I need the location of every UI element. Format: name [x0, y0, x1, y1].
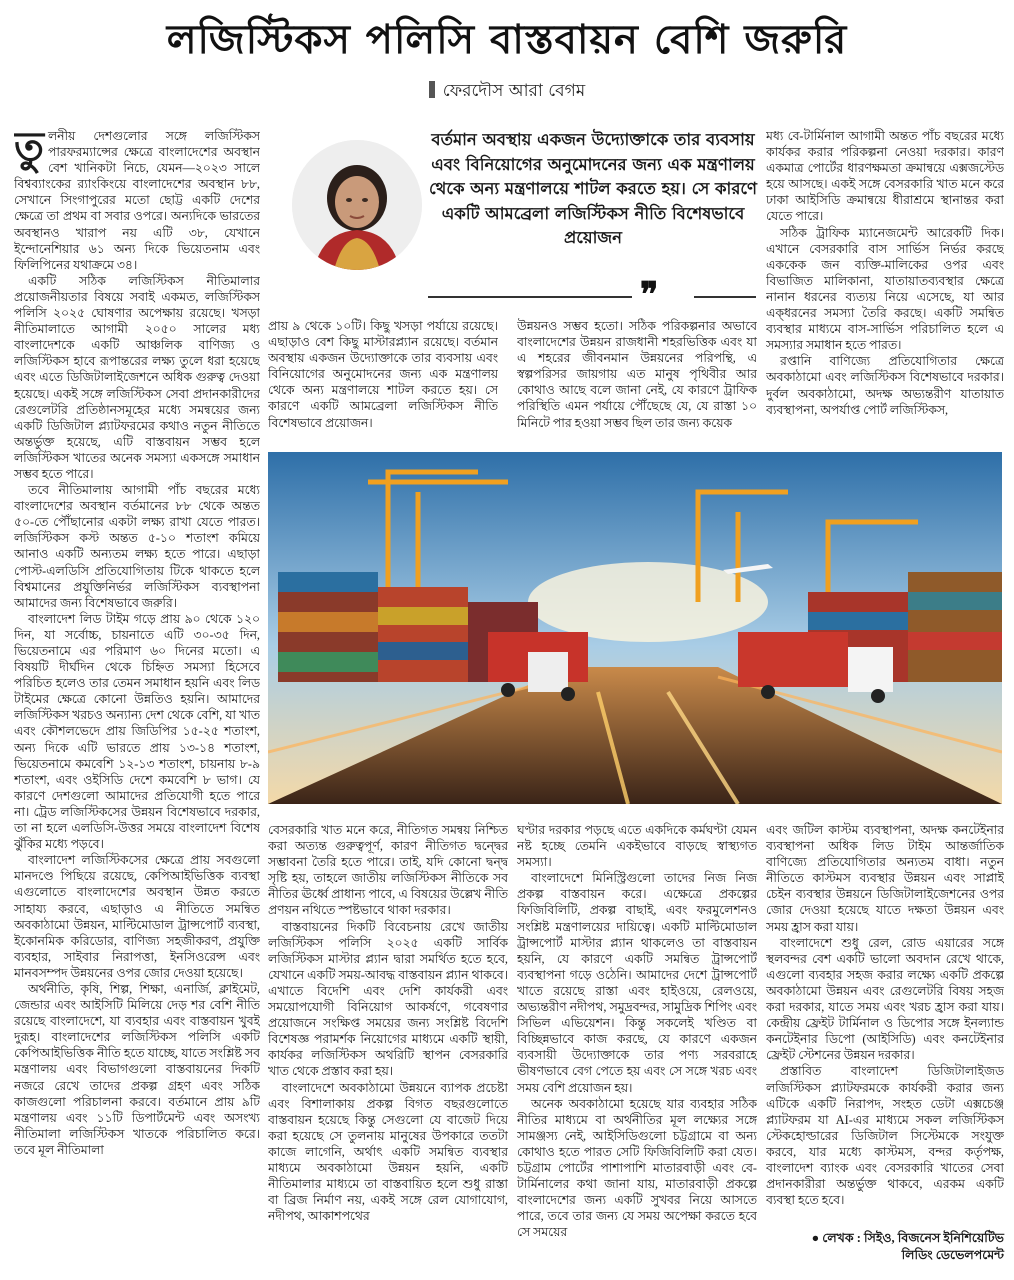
article-column-3-bottom — [517, 822, 757, 1278]
paragraph: উন্নয়নও সম্ভব হতো। সঠিক পরিকল্পনার অভাবে বাংলাদেশের উন্নয়ন রাজধানী শহরভিত্তিক এবং যা এ শহরের জীবনমান উন্নয়নের পরিপন্থি, এ স্বল্পপরিসর জায়গায় এত মানুষ পৃথিবীর আর কোথাও আছে বলে জানা নেই, যে কারণে ট্রাফিক পরিস্থিতি এমন পর্যায়ে পৌঁছেছে যে, যে রাস্তা ১০ মিনিটে পার হওয়া সম্ভব ছিল তার জন্য কয়েক — [517, 319, 757, 430]
paragraph: বেসরকারি খাত মনে করে, নীতিগত সমন্বয় নিশ্চিত করা অত্যন্ত গুরুত্বপূর্ণ, কারণ নীতিগত দ্বন্দ্বের সম্ভাবনা তৈরি হতে পারে। তাই, যদি কোনো দ্বন্দ্ব সৃষ্টি হয়, তাহলে জাতীয় লজিস্টিকস নীতিকে সব নীতির ঊর্ধ্বে প্রাধান্য পাবে, এ বিষয়ের উল্লেখ নীতি প্রণয়ন নথিতে স্পষ্টভাবে থাকা দরকার। — [268, 823, 508, 918]
headline: লজিস্টিকস পলিসি বাস্তবায়ন বেশি জরুরি — [166, 16, 848, 63]
article-column-2-top — [268, 318, 498, 450]
logistics-photo — [268, 452, 1002, 804]
byline — [0, 78, 1014, 104]
paragraph: প্রায় ৯ থেকে ১০টি। কিছু খসড়া পর্যায়ে রয়েছে। এছাড়াও বেশ কিছু মাস্টারপ্ল্যান রয়েছে। বর্তমান অবস্থায় একজন উদ্যোক্তাকে তার ব্যবসায় এবং বিনিয়োগের অনুমোদনের জন্য এক মন্ত্রণালয় থেকে অন্য মন্ত্রণালয়ে শাটল করতে হয়। সে কারণে একটি আমব্রেলা লজিস্টিকস নীতি বিশেষভাবে প্রয়োজন। — [268, 319, 498, 430]
paragraph: বাংলাদেশে শুধু রেল, রোড এয়ারের সঙ্গে স্থলবন্দর বেশ একটি ভালো অবদান রেখে থাকে, এগুলো ব্যবহার সহজ করার লক্ষ্যে একটি প্রকল্পে অবকাঠামো উন্নয়ন এবং রেগুলেটরি বিষয় সহজ করা দরকার, যাতে সময় এবং খরচ হ্রাস করা যায়। কেন্দ্রীয় ফ্রেইট টার্মিনাল ও ডিপোর সঙ্গে ইনল্যান্ড কনটেইনার ডিপো (আইসিডি) এবং কনটেইনার ফ্রেইট স্টেশনের উন্নয়ন দরকার। — [766, 935, 1004, 1063]
paragraph: অর্থনীতি, কৃষি, শিল্প, শিক্ষা, এনার্জি, ক্লাইমেট, জেন্ডার এবং আইসিটি মিলিয়ে দেড় শর বেশি নীতি রয়েছে বাংলাদেশে, যা ব্যবহার এবং বাস্তবায়ন খুবই দুরূহ। বাংলাদেশের লজিস্টিকস পলিসি একটি কেপিআইভিত্তিক নীতি হতে যাচ্ছে, যাতে সংশ্লিষ্ট সব মন্ত্রণালয় এবং বিভাগগুলো বাস্তবায়নের দিকটি নজরে রেখে তাদের প্রকল্প গ্রহণ এবং সঠিক কাজগুলো পরিচালনা করবে। বর্তমানে প্রায় ৯টি মন্ত্রণালয় এবং ১১টি ডিপার্টমেন্ট এবং অসংখ্য নীতিমালা লজিস্টিকস খাতকে পরিচালিত করে। তবে মূল নীতিমালা — [14, 981, 260, 1157]
author-credit: ● লেখক : সিইও, বিজনেস ইনিশিয়েটিভ লিডিং ডেভেলপমেন্ট — [811, 1231, 1004, 1262]
paragraph: সঠিক ট্রাফিক ম্যানেজমেন্ট আরেকটি দিক। এখানে বেসরকারি বাস সার্ভিস নির্ভর করছে এককেক জন ব্যক্তি-মালিকের ওপর এবং বিভাজিত মালিকানা, যাতায়াতব্যবস্থার ক্ষেত্রে নানান ধরনের ব্যত্যয় নিয়ে এসেছে, যা আর এক্ধরনের সমস্যা তৈরি করছে। একটি সমন্বিত ব্যবস্থার মাধ্যমে বাস-সার্ভিস পরিচালিত হলে এ সমস্যার সমাধান হতে পারত। — [766, 225, 1004, 353]
quote-divider — [694, 296, 756, 298]
paragraph: একটি সঠিক লজিস্টিকস নীতিমালার প্রয়োজনীয়তার বিষয়ে সবাই একমত, লজিস্টিকস পলিসি ২০২৫ ঘোষণার অপেক্ষায় রয়েছে। খসড়া নীতিমালাতে আগামী ২০৫০ সালের মধ্য বাংলাদেশকে একটি আঞ্চলিক বাণিজ্য ও লজিস্টিকস হাবে রূপান্তরের লক্ষ্য তুলে ধরা হয়েছে এবং এতে ডিজিটালাইজেশনে অধিক গুরুত্ব দেওয়া হয়েছে। একই সঙ্গে লজিস্টিকস সেবা প্রদানকারীদের রেগুলেটরি প্রতিষ্ঠানসমূহের মধ্যে সমন্বয়ের জন্য একটি ডিজিটাল প্ল্যাটফরমের কথাও নতুন নীতিতে অন্তর্ভুক্ত হয়েছে, এটি বাস্তবায়ন সম্ভব হলে লজিস্টিকস খাতের অনেক সমস্যা একসঙ্গে সমাধান সম্ভব হতে পারে। — [14, 273, 260, 481]
byline-bar — [429, 81, 435, 98]
logistics-illustration — [268, 452, 1002, 804]
paragraph: বাংলাদেশে মিনিস্ট্রিগুলো তাদের নিজ নিজ প্রকল্প বাস্তবায়ন করে। এক্ষেত্রে প্রকল্পের ফিজিবিলিটি, প্রকল্প বাছাই, এবং ফরমুলেশনও সংশ্লিষ্ট মন্ত্রণালয়ের দায়িত্বে। একটি মাল্টিমোডাল ট্রান্সপোর্ট মাস্টার প্ল্যান থাকলেও তা বাস্তবায়ন হয়নি, যে কারণে একটি সমন্বিত ট্রান্সপোর্ট ব্যবস্থাপনা গড়ে ওঠেনি। আমাদের দেশে ট্রান্সপোর্ট খাতে রয়েছে রাস্তা এবং হাইওয়ে, রেলওয়ে, অভ্যন্তরীণ নদীপথ, সমুদ্রবন্দর, সামুদ্রিক শিপিং এবং সিভিল এভিয়েশন। কিন্তু সকলেই খণ্ডিত বা বিচ্ছিন্নভাবে কাজ করছে, যে কারণে একজন ব্যবসায়ী উদ্যোক্তাকে তার পণ্য সরবরাহে ভীষণভাবে বেগ পেতে হয় এবং সে সঙ্গে খরচ এবং সময় বেশি প্রয়োজন হয়। — [517, 871, 757, 1095]
article-column-3-top — [517, 318, 757, 450]
paragraph: প্রস্তাবিত বাংলাদেশ ডিজিটালাইজড লজিস্টিকস প্ল্যাটফরমকে কার্যকরী করার জন্য এটিকে একটি নিরাপদ, সংহত ডেটা এক্সচেঞ্জ প্ল্যাটফরম যা AI-এর মাধ্যমে সকল লজিস্টিকস স্টেকহোল্ডারের ডিজিটাল সিস্টেমকে সংযুক্ত করবে, যার মধ্যে কাস্টমস, বন্দর কর্তৃপক্ষ, বাংলাদেশ ব্যাংক এবং বেসরকারি খাতের সেবা প্রদানকারীরা অন্তর্ভুক্ত থাকবে, এরকম একটি ব্যবস্থা হতে হবে। — [766, 1064, 1004, 1208]
quote-divider — [428, 296, 632, 298]
paragraph: মধ্য বে-টার্মিনাল আগামী অন্তত পাঁচ বছরের মধ্যে কার্যকর করার পরিকল্পনা নেওয়া দরকার। কারণ একমাত্র পোর্টের ধারণক্ষমতা ক্রমান্বয়ে এক্সজস্টেড হয়ে আসছে। একই সঙ্গে বেসরকারি খাত মনে করে ঢাকা আইসিডি ক্রমান্বয়ে ধীরাশ্রমে স্থানান্তর করা যেতে পারে। — [766, 129, 1004, 224]
paragraph: রপ্তানি বাণিজ্যে প্রতিযোগিতার ক্ষেত্রে অবকাঠামো এবং লজিস্টিকস বিশেষভাবে দরকার। দুর্বল অবকাঠামো, অদক্ষ অভ্যন্তরীণ যাতায়াত ব্যবস্থাপনা, অপর্যাপ্ত পোর্ট লজিস্টিকস, — [766, 354, 1004, 417]
paragraph: ঘণ্টার দরকার পড়ছে এতে একদিকে কর্মঘণ্টা যেমন নষ্ট হচ্ছে তেমনি একইভাবে বাড়ছে স্বাস্থ্যগত সমস্যা। — [517, 823, 757, 870]
author-portrait — [292, 140, 422, 270]
paragraph: অনেক অবকাঠামো হয়েছে যার ব্যবহার সঠিক নীতির মাধ্যমে বা অর্থনীতির মূল লক্ষ্যের সঙ্গে সামঞ্জস্য নেই, আইসিডিগুলো চট্টগ্রামে বা অন্য কোথাও হতে পারত সেটি ফিজিবিলিটি করা যেত। চট্টগ্রাম পোর্টের পাশাপাশি মাতারবাড়ী এবং বে-টার্মিনালের কথা জানা যায়, মাতারবাড়ী প্রকল্পে বাংলাদেশের জন্য একটি সুখবর নিয়ে আসতে পারে, তবে তার জন্য যে সময় অপেক্ষা করতে হবে সে সময়ের — [517, 1096, 757, 1240]
paragraph: তবে নীতিমালায় আগামী পাঁচ বছরের মধ্যে বাংলাদেশের অবস্থান বর্তমানের ৮৮ থেকে অন্তত ৫০-তে পৌঁছানোর একটা লক্ষ্য রাখা যেতে পারত। লজিস্টিকস কস্ট অন্তত ৫-১০ শতাংশ কমিয়ে আনাও একটি অন্যতম লক্ষ্য হতে পারে। এছাড়া পোস্ট-এলডিসি প্রতিযোগিতায় টিকে থাকতে হলে বিশ্বমানের প্রযুক্তিনির্ভর লজিস্টিকস ব্যবস্থাপনা আমাদের জন্য বিশেষভাবে জরুরি। — [14, 483, 260, 610]
paragraph: লনীয় দেশগুলোর সঙ্গে লজিস্টিকস পারফরম্যান্সের ক্ষেত্রে বাংলাদেশের অবস্থান বেশ খানিকটা নিচে, যেমন—২০২৩ সালে বিশ্বব্যাংকের র‍্যাংকিংয়ে বাংলাদেশের অবস্থান ৮৮, সেখানে সিংগাপুরের মতো ছোট্ট একটি দেশের ক্ষেত্রে তা প্রথম বা সবার ওপরে। অন্যদিকে ভারতের অবস্থানও খারাপ নয় এটি ৩৮, যেখানে ইন্দোনেশিয়ার ৬১ অন্য দিকে ভিয়েতনাম এবং ফিলিপিনের যথাক্রমে ৩৪। — [14, 129, 260, 272]
article-column-4-top — [766, 128, 1004, 448]
pull-quote: বর্তমান অবস্থায় একজন উদ্যোক্তাকে তার ব্যবসায় এবং বিনিয়োগের অনুমোদনের জন্য এক মন্ত্রণালয় থেকে অন্য মন্ত্রণালয়ে শাটল করতে হয়। সে কারণে একটি আমব্রেলা লজিস্টিকস নীতি বিশেষভাবে প্রয়োজন — [428, 130, 758, 247]
article-column-2-bottom — [268, 822, 508, 1278]
quote-mark-icon: ❞ — [640, 275, 659, 315]
article-column-4-bottom — [766, 822, 1004, 1278]
byline-text: ফেরদৌস আরা বেগম — [442, 81, 586, 101]
article-column-1 — [14, 128, 260, 1278]
paragraph: বাংলাদেশে অবকাঠামো উন্নয়নে ব্যাপক প্রচেষ্টা এবং বিশালাকায় প্রকল্প বিগত বছরগুলোতে বাস্তবায়ন হয়েছে কিন্তু সেগুলো যে বাজেট দিয়ে করা হয়েছে সে তুলনায় মানুষের উপকারে ততটা কাজে লাগেনি, অর্থাৎ একটি সমন্বিত ব্যবস্থার মাধ্যমে অবকাঠামো উন্নয়ন হয়নি, একটি নীতিমালার মাধ্যমে তা বাস্তবায়িত হলে শুধু রাস্তা বা ব্রিজ নির্মাণ নয়, একই সঙ্গে রেল যোগাযোগ, নদীপথ, আকাশপথের — [268, 1080, 508, 1224]
dropcap: তু — [14, 128, 45, 170]
paragraph: বাস্তবায়নের দিকটি বিবেচনায় রেখে জাতীয় লজিস্টিকস পলিসি ২০২৫ একটি সার্বিক লজিস্টিকস মাস্টার প্ল্যান দ্বারা সমর্থিত হতে হবে, যেখানে একটি সময়-আবদ্ধ বাস্তবায়ন প্ল্যান থাকবে। এখাতে বিদেশি এবং দেশি কার্যকরী এবং সময়োপযোগী বিনিয়োগ আকর্ষণে, গবেষণার প্রয়োজনে সংক্ষিপ্ত সময়ের জন্য সংশ্লিষ্ট বিদেশি বিশেষজ্ঞ পরামর্শক নিয়োগের মাধ্যমে একটি স্থায়ী, কার্যকর লজিস্টিকস অথরিটি স্থাপন বেসরকারি খাত থেকে প্রস্তাব করা হয়। — [268, 919, 508, 1079]
paragraph: বাংলাদেশ লিড টাইম গড়ে প্রায় ৯০ থেকে ১২০ দিন, যা সর্বোচ্চ, চায়নাতে এটি ৩০-৩৫ দিন, ভিয়েতনামে এর পরিমাণ ৬০ দিনের মতো। এ বিষয়টি দীর্ঘদিন থেকে চিহ্নিত সমস্যা হিসেবে পরিচিত হলেও তার তেমন সমাধান হয়নি এবং লিড টাইমের ক্ষেত্রে কোনো উন্নতিও হয়নি। আমাদের লজিস্টিকস খরচও অন্যান্য দেশ থেকে বেশি, যা খাত এবং কৌশলভেদে প্রায় জিডিপির ১৫-২৫ শতাংশ, অন্য দিকে এটি ভারতে প্রায় ১৩-১৪ শতাংশ, ভিয়েতনামে কমবেশি ১২-১৩ শতাংশ, চায়নায় ৮-৯ শতাংশ, এবং ওইসিডি দেশে কমবেশি ৮ ভাগ। যে কারণে দেশগুলো আমাদের প্রতিযোগী হতে পারে না। ট্রেড লজিস্টিকসের উন্নয়ন বিশেষভাবে দরকার, তা না হলে এলডিসি-উত্তর সময়ে বাংলাদেশ বিশেষ ঝুঁকির মধ্যে পড়বে। — [14, 611, 260, 852]
portrait-image — [292, 140, 422, 270]
paragraph: এবং জটিল কাস্টম ব্যবস্থাপনা, অদক্ষ কনটেইনার ব্যবস্থাপনা অধিক লিড টাইম আন্তর্জাতিক বাণিজ্যে প্রতিযোগিতার অন্যতম বাধা। নতুন নীতিতে কাস্টমস ব্যবস্থার উন্নয়ন এবং সাপ্লাই চেইন ব্যবস্থার উন্নয়নে ডিজিটালাইজেশনের ওপর জোর দেওয়া হয়েছে যাতে দক্ষতা উন্নয়ন এবং সময় হ্রাস করা যায়। — [766, 823, 1004, 934]
paragraph: বাংলাদেশ লজিস্টিকসের ক্ষেত্রে প্রায় সবগুলো মানদণ্ডে পিছিয়ে রয়েছে, কেপিআইভিত্তিক ব্যবস্থা এগুলোতে বাংলাদেশের অবস্থান উন্নত করতে সাহায্য করবে, এছাড়াও এ নীতিতে সমন্বিত অবকাঠামো উন্নয়ন, মাল্টিমোডাল ট্রান্সপোর্ট ব্যবস্থা, ইকোনমিক করিডোর, বাণিজ্য সহজীকরণ, প্রযুক্তি ব্যবহার, সাইবার নিরাপত্তা, ইনসিওরেন্স এবং মানবসম্পদ উন্নয়নের ওপর জোর দেওয়া হয়েছে। — [14, 853, 260, 980]
